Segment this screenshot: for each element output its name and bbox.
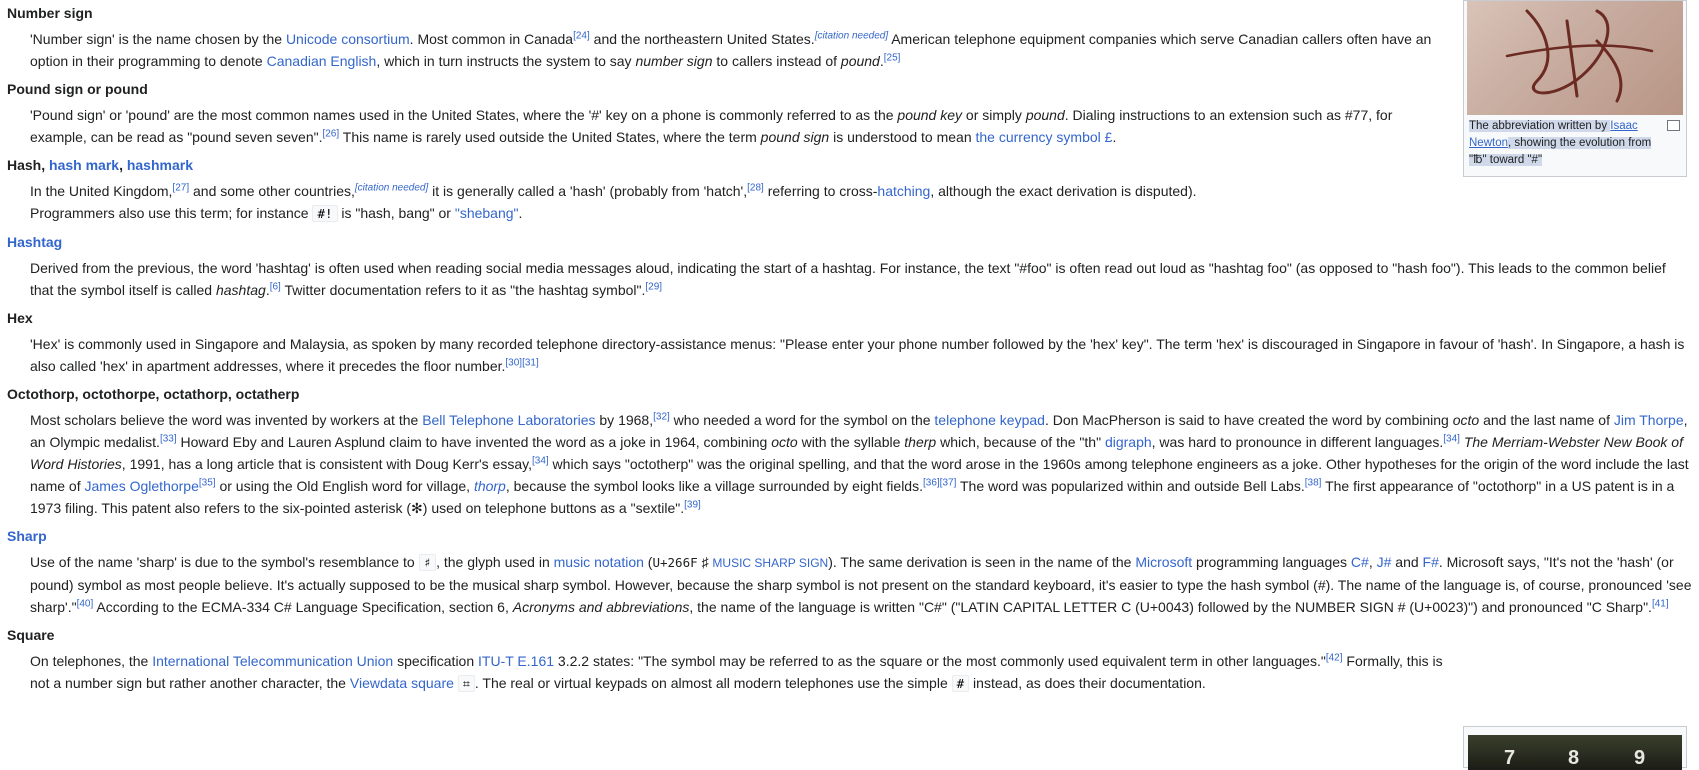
link-sharp[interactable]: Sharp <box>7 528 47 544</box>
code-number-sign: # <box>952 675 970 692</box>
term-hash <box>7 154 1692 176</box>
text: . Dialing instructions to an extension such as #77, for example, can be read as "pound seven seven". <box>30 107 1393 145</box>
italic-text: number sign <box>635 53 713 69</box>
term-hex: Hex <box>7 310 33 326</box>
link-james-oglethorpe[interactable]: James Oglethorpe <box>84 478 199 494</box>
text: The word was popularized within and outside Bell Labs. <box>956 478 1305 494</box>
text: specification <box>393 653 479 669</box>
italic-text: hashtag <box>215 282 266 298</box>
italic-text: octo <box>1452 412 1480 428</box>
definition-square <box>30 646 1450 701</box>
reference[interactable]: [40] <box>76 598 94 610</box>
link-csharp[interactable]: C# <box>1350 554 1369 570</box>
reference[interactable]: [26] <box>322 128 340 140</box>
definition-hex <box>30 329 1692 383</box>
text: which, because of the "th" <box>936 434 1105 450</box>
italic-text: Acronyms and abbreviations <box>512 599 690 615</box>
text: American telephone equipment companies which serve Canadian callers often have an option in their programming to denote <box>30 31 1432 69</box>
term-hashtag <box>7 231 1692 253</box>
link-itu[interactable]: International Telecommunication Union <box>152 653 394 669</box>
link-hatching[interactable]: hatching <box>877 183 931 199</box>
text: Programmers also use this term; for instance <box>30 205 313 221</box>
text: . Microsoft says, "It's not the 'hash' (or pound) symbol as most people believe. It's actually supposed to be the musical sharp symbol. However, because the sharp symbol is not present on the standard keyboard, it's easier to type the hash symbol (#). The name of the language is, of course, pronounced 'see sharp'." <box>30 554 1692 615</box>
reference[interactable]: [25] <box>883 52 901 64</box>
text: . <box>879 53 884 69</box>
link-itu-t-e161[interactable]: ITU-T E.161 <box>478 653 555 669</box>
reference[interactable]: [38] <box>1304 477 1322 489</box>
text: programming languages <box>1192 554 1351 570</box>
citation-needed[interactable]: [citation needed] <box>354 182 429 194</box>
link-currency-symbol[interactable]: the currency symbol £ <box>975 129 1113 145</box>
key-7: 7 <box>1504 747 1516 769</box>
caption-text: The abbreviation written by <box>1469 120 1611 132</box>
handwriting-drawing <box>1467 1 1683 115</box>
text: instead, as does their documentation. <box>969 675 1206 691</box>
text: According to the ECMA-334 C# Language Specification, section 6, <box>93 599 513 615</box>
italic-text: pound <box>840 53 880 69</box>
text: . <box>265 282 270 298</box>
text: , <box>119 157 127 173</box>
text: ). The same derivation is seen in the name of the <box>828 554 1136 570</box>
code-viewdata-square: ⌗ <box>458 675 475 692</box>
text: or using the Old English word for village, <box>215 478 474 494</box>
text: , because the symbol looks like a village surrounded by eight fields. <box>505 478 923 494</box>
thumbnail-keypad[interactable] <box>1463 726 1687 768</box>
text: . Most common in Canada <box>409 31 574 47</box>
italic-text: pound key <box>897 107 963 123</box>
text: Twitter documentation refers to it as "the hashtag symbol". <box>280 282 646 298</box>
key-9: 9 <box>1634 747 1646 769</box>
thumbnail-newton-abbreviation[interactable] <box>1463 0 1687 177</box>
term-pound-sign: Pound sign or pound <box>7 81 148 97</box>
definition-hash <box>30 176 1450 231</box>
text: and some other countries, <box>189 183 355 199</box>
text: , an Olympic medalist. <box>30 412 1688 450</box>
text: 'Pound sign' or 'pound' are the most common names used in the United States, where the '#' key on a phone is commonly referred to as the <box>30 107 898 123</box>
text: Formally, this is not a number sign but rather another character, the <box>30 653 1443 691</box>
text: or simply <box>962 107 1026 123</box>
italic-text: The Merriam-Webster New Book of Word Histories <box>30 434 1683 472</box>
link-telephone-keypad[interactable]: telephone keypad <box>934 412 1045 428</box>
code-shebang: #! <box>312 205 337 222</box>
reference[interactable]: [34] <box>531 455 549 467</box>
newton-handwriting-image[interactable] <box>1467 1 1683 115</box>
text: This name is rarely used outside the United States, where the term <box>339 129 761 145</box>
enlarge-icon[interactable] <box>1667 120 1680 131</box>
link-fsharp[interactable]: F# <box>1422 554 1439 570</box>
text: The first appearance of "octothorp" in a US patent is in a 1973 filing. This patent also refers to the six-pointed asterisk (✻) used on telephone buttons as a "sextile". <box>30 478 1675 516</box>
text: and the northeastern United States. <box>589 31 815 47</box>
definition-hashtag <box>30 253 1692 307</box>
reference[interactable]: [34] <box>1443 433 1460 445</box>
text: . <box>518 205 523 221</box>
text: Derived from the previous, the word 'hashtag' is often used when reading social media messages aloud, indicating the start of a hashtag. For instance, the text "#foo" is often read out loud as "hashtag foo" (as opposed to "hash foo"). This leads to the common belief that the symbol itself is called <box>30 260 1666 298</box>
text: it is generally called a 'hash' (probably from 'hatch', <box>428 183 748 199</box>
text: In the United Kingdom, <box>30 183 173 199</box>
link-bell-labs[interactable]: Bell Telephone Laboratories <box>422 412 596 428</box>
link-viewdata-square[interactable]: Viewdata square <box>349 675 454 691</box>
term-square: Square <box>7 627 55 643</box>
reference[interactable]: [35] <box>198 477 216 489</box>
reference[interactable]: [28] <box>747 182 764 194</box>
italic-text: octo <box>771 434 798 450</box>
text: ♯ <box>697 554 713 570</box>
link-canadian-english[interactable]: Canadian English <box>266 53 377 69</box>
text: , which in turn instructs the system to say <box>376 53 636 69</box>
caption-text: , showing the evolution from "℔" toward "#" <box>1469 137 1652 166</box>
link-shebang[interactable]: "shebang" <box>454 205 519 221</box>
term-octothorp: Octothorp, octothorpe, octathorp, octatherp <box>7 386 300 402</box>
link-hashmark[interactable]: hashmark <box>126 157 193 173</box>
link-music-sharp-sign[interactable]: MUSIC SHARP SIGN <box>712 556 829 570</box>
italic-text: pound sign <box>760 129 830 145</box>
definition-octothorp <box>30 405 1692 525</box>
text: is "hash, bang" or <box>337 205 455 221</box>
text: ( <box>643 554 653 570</box>
reference[interactable]: [36][37] <box>922 477 957 489</box>
reference[interactable]: [39] <box>684 499 701 511</box>
code-sharp-glyph: ♯ <box>419 554 437 571</box>
text: , was hard to pronounce in different languages. <box>1151 434 1444 450</box>
text: and <box>1391 554 1423 570</box>
reference[interactable]: [27] <box>172 182 190 194</box>
unicode-code: U+266F <box>652 555 698 570</box>
text: , 1991, has a long article that is consistent with Doug Kerr's essay, <box>121 456 532 472</box>
reference[interactable]: [24] <box>573 30 590 42</box>
key-8: 8 <box>1568 747 1580 769</box>
text: . <box>1112 129 1117 145</box>
text: referring to cross- <box>763 183 878 199</box>
link-unicode-consortium[interactable]: Unicode consortium <box>285 31 410 47</box>
citation-needed[interactable]: [citation needed] <box>814 30 889 42</box>
reference[interactable]: [42] <box>1325 652 1343 664</box>
link-isaac-newton[interactable]: Isaac Newton <box>1469 120 1638 149</box>
text: Howard Eby and Lauren Asplund claim to have invented the word as a joke in 1964, combining <box>176 434 772 450</box>
link-thorp[interactable]: thorp <box>473 478 506 494</box>
text: , the glyph used in <box>436 554 554 570</box>
italic-text: therp <box>904 434 937 450</box>
link-microsoft[interactable]: Microsoft <box>1135 554 1193 570</box>
keypad-image[interactable] <box>1468 735 1682 770</box>
text: and the last name of <box>1479 412 1614 428</box>
text: to callers instead of <box>712 53 841 69</box>
term-sharp <box>7 525 1692 547</box>
text: On telephones, the <box>30 653 153 669</box>
text: 'Hex' is commonly used in Singapore and Malaysia, as spoken by many recorded telephone directory-assistance menus: "Please enter your phone number followed by the 'hex' key". The term 'hex' is discouraged in Singapore in favour of 'hash'. In Singapore, a hash is also called 'hex' in apartment addresses, where it precedes the floor number. <box>30 336 1685 374</box>
link-music-notation[interactable]: music notation <box>553 554 644 570</box>
text: Most scholars believe the word was invented by workers at the <box>30 412 423 428</box>
thumbnail-caption <box>1469 118 1664 169</box>
reference[interactable]: [32] <box>653 411 670 423</box>
definition-number-sign <box>30 24 1450 78</box>
text: who needed a word for the symbol on the <box>669 412 935 428</box>
text: with the syllable <box>797 434 905 450</box>
text: by 1968, <box>595 412 654 428</box>
reference[interactable]: [33] <box>159 433 177 445</box>
text: Use of the name 'sharp' is due to the symbol's resemblance to <box>30 554 419 570</box>
link-jim-thorpe[interactable]: Jim Thorpe <box>1613 412 1684 428</box>
reference[interactable]: [29] <box>645 281 663 293</box>
reference[interactable]: [6] <box>269 281 281 293</box>
article-content <box>7 0 1692 701</box>
definition-sharp <box>30 547 1692 624</box>
text: 3.2.2 states: "The symbol may be referred to as the square or the most commonly used equivalent term in other languages." <box>554 653 1326 669</box>
text: , <box>1368 554 1377 570</box>
text: , the name of the language is written "C#" ("LATIN CAPITAL LETTER C (U+0043) followed by the NUMBER SIGN # (U+0023)") and pronounced "C Sharp". <box>689 599 1652 615</box>
italic-text: pound <box>1025 107 1065 123</box>
text: . Don MacPherson is said to have created the word by combining <box>1044 412 1453 428</box>
link-digraph[interactable]: digraph <box>1104 434 1152 450</box>
text: is understood to mean <box>829 129 976 145</box>
text: , although the exact derivation is disputed). <box>930 183 1197 199</box>
text: Hash, <box>7 157 50 173</box>
text: which says "octotherp" was the original spelling, and that the word arose in the 1960s among telephone engineers as a joke. Other hypotheses for the origin of the word include the last name of <box>30 456 1689 494</box>
link-jsharp[interactable]: J# <box>1376 554 1392 570</box>
definition-pound <box>30 100 1450 154</box>
link-hash-mark[interactable]: hash mark <box>49 157 120 173</box>
reference[interactable]: [41] <box>1651 598 1669 610</box>
link-hashtag[interactable]: Hashtag <box>7 234 63 250</box>
term-number-sign: Number sign <box>7 5 93 21</box>
text: . The real or virtual keypads on almost all modern telephones use the simple <box>474 675 952 691</box>
reference[interactable]: [30][31] <box>505 357 539 369</box>
text: 'Number sign' is the name chosen by the <box>30 31 286 47</box>
